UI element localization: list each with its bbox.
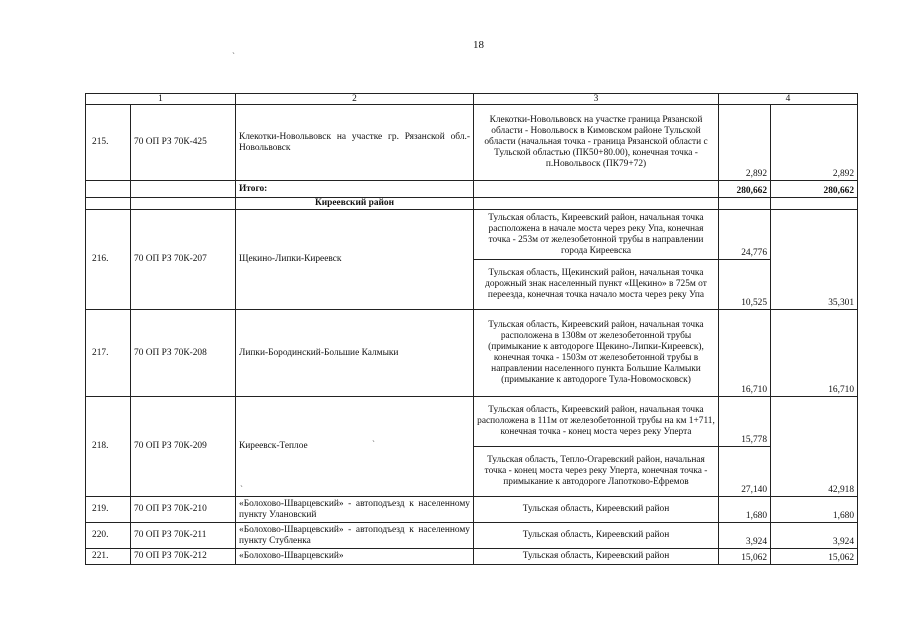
segment-description: Тульская область, Тепло-Огаревский район, начальная точка - конец моста через реку Уперта, конечная точка - примыкание к автодороге Лапотково-Ефремов [474, 447, 719, 497]
segment-description: Тульская область, Киреевский район, начальная точка расположена в начале моста через реку Упа, конечная точка - 253м от железобетонной трубы в направлении города Киреевска [474, 210, 719, 260]
road-total-length: 16,710 [771, 310, 858, 397]
segment-description: Тульская область, Киреевский район, начальная точка расположена в 1308м от железобетонной трубы (примыкание к автодороге Щекино-Липки-Киреевск), конечная точка - 1503м от железобетонной трубы в направлении населенного пункта Большие Калмыки (примыкание к автодороге Тула-Новомосковск) [474, 310, 719, 397]
segment-description: Тульская область, Киреевский район [474, 549, 719, 565]
segment-description: Тульская область, Киреевский район, начальная точка расположена в 111м от железобетонной трубы на км 1+711, конечная точка - конец моста через реку Уперта [474, 397, 719, 447]
row-number: 218. [86, 397, 131, 497]
road-name: Щекино-Липки-Киреевск [236, 210, 474, 310]
segment-length: 15,778 [719, 397, 771, 447]
header-cell-1: 1 [86, 94, 236, 105]
segment-description: Тульская область, Киреевский район [474, 497, 719, 523]
road-total-length: 2,892 [771, 105, 858, 181]
table-row [86, 105, 858, 181]
road-total-length: 35,301 [771, 210, 858, 310]
row-number: 219. [86, 497, 131, 523]
road-code: 70 ОП РЗ 70К-207 [131, 210, 236, 310]
road-name: Клекотки-Новольвовск на участке гр. Рязанской обл.-Новольвовск [236, 105, 474, 181]
segment-description: Тульская область, Киреевский район [474, 523, 719, 549]
row-number: 217. [86, 310, 131, 397]
header-cell-4: 4 [719, 94, 858, 105]
segment-length: 27,140 [719, 447, 771, 497]
roads-table [85, 93, 858, 565]
road-code: 70 ОП РЗ 70К-209 [131, 397, 236, 497]
road-total-length: 15,062 [771, 549, 858, 565]
scan-speck: ˴ [240, 480, 243, 490]
segment-description: Тульская область, Щекинский район, начальная точка дорожный знак населенный пункт «Щекино» в 725м от переезда, конечная точка начало моста через реку Упа [474, 260, 719, 310]
road-name: «Болохово-Шварцевский» [236, 549, 474, 565]
segment-length: 3,924 [719, 523, 771, 549]
total-row [86, 181, 858, 198]
district-name: Киреевский район [236, 198, 474, 210]
segment-length: 10,525 [719, 260, 771, 310]
table-row [86, 523, 858, 549]
road-name: Киреевск-Теплое [236, 397, 474, 497]
total-value: 280,662 [719, 181, 771, 198]
road-code: 70 ОП РЗ 70К-210 [131, 497, 236, 523]
segment-length: 15,062 [719, 549, 771, 565]
row-number: 215. [86, 105, 131, 181]
scan-speck: ˏ [232, 44, 235, 54]
table-row [86, 310, 858, 397]
road-total-length: 1,680 [771, 497, 858, 523]
segment-length: 1,680 [719, 497, 771, 523]
segment-length: 16,710 [719, 310, 771, 397]
row-number: 220. [86, 523, 131, 549]
road-code: 70 ОП РЗ 70К-211 [131, 523, 236, 549]
road-code: 70 ОП РЗ 70К-212 [131, 549, 236, 565]
road-code: 70 ОП РЗ 70К-425 [131, 105, 236, 181]
segment-length: 24,776 [719, 210, 771, 260]
road-total-length: 3,924 [771, 523, 858, 549]
table-row [86, 397, 858, 447]
segment-description: Клекотки-Новольвовск на участке граница Рязанской области - Новольвоск в Кимовском районе Тульской области (начальная точка - граница Рязанской области с Тульской областью (ПК50+80.00), конечная точка - п.Новольвоск (ПК79+72) [474, 105, 719, 181]
road-code: 70 ОП РЗ 70К-208 [131, 310, 236, 397]
road-name: «Болохово-Шварцевский» - автоподъезд к населенному пункту Стубленка [236, 523, 474, 549]
district-row [86, 198, 858, 210]
row-number: 221. [86, 549, 131, 565]
table-row [86, 497, 858, 523]
header-cell-3: 3 [474, 94, 719, 105]
segment-length: 2,892 [719, 105, 771, 181]
header-row [86, 94, 858, 105]
road-name: Липки-Бородинский-Большие Калмыки [236, 310, 474, 397]
road-total-length: 42,918 [771, 397, 858, 497]
road-name: «Болохово-Шварцевский» - автоподъезд к населенному пункту Улановский [236, 497, 474, 523]
header-cell-2: 2 [236, 94, 474, 105]
total-label: Итого: [236, 181, 474, 198]
row-number: 216. [86, 210, 131, 310]
table-row [86, 210, 858, 260]
page-number: 18 [473, 39, 484, 51]
total-sum: 280,662 [771, 181, 858, 198]
table-row [86, 549, 858, 565]
scan-speck: ˎ [372, 432, 375, 442]
